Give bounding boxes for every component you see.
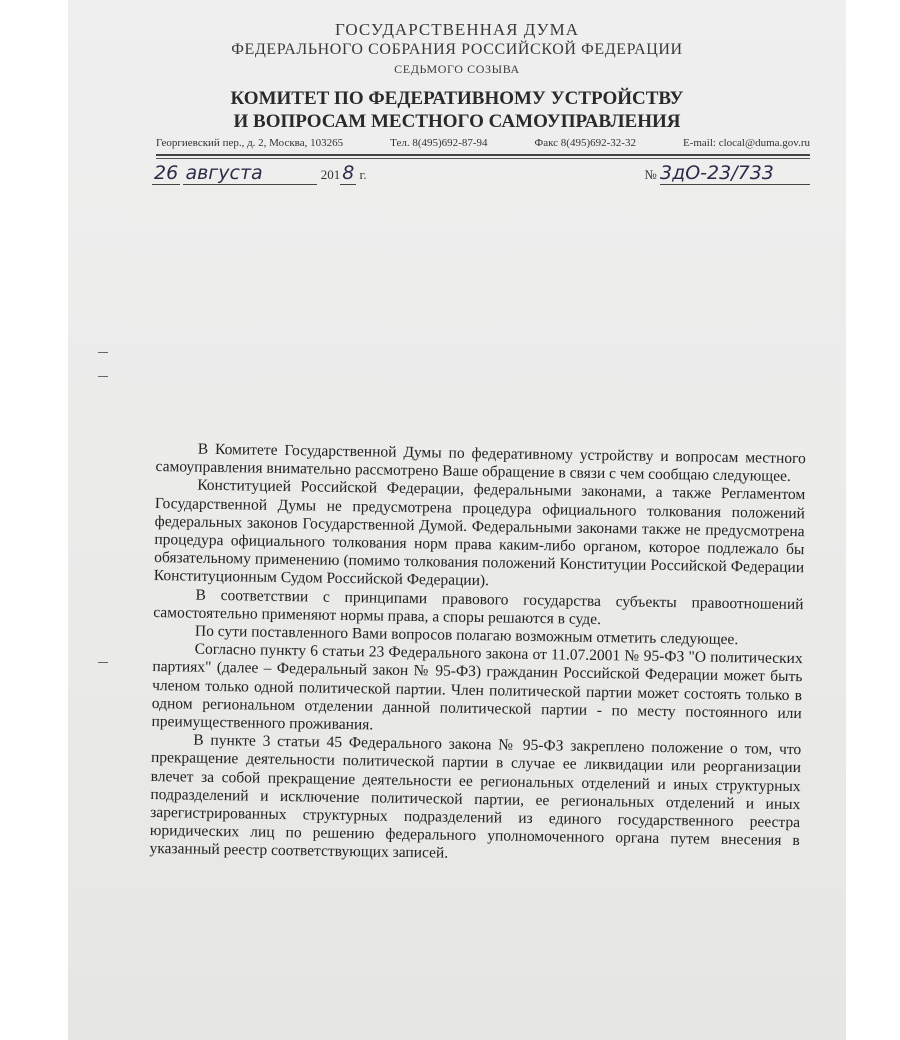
paragraph-3: В соответствии с принципами правового государства субъекты правоотношений самостоятельно применяют нормы права, а споры решаются в суде. [153,586,804,628]
margin-mark [98,352,108,353]
date-year-prefix: 201 [320,167,341,182]
header-divider [156,154,810,156]
reference-number [644,162,810,185]
contact-line [156,137,810,149]
committee-title-line2: И ВОПРОСАМ МЕСТНОГО САМОУПРАВЛЕНИЯ [233,111,681,132]
number-value: 3дО-23/733 [660,162,810,185]
document-page [68,0,846,1040]
contact-phone: Тел. 8(495)692-87-94 [390,137,488,149]
committee-title-line1: КОМИТЕТ ПО ФЕДЕРАТИВНОМУ УСТРОЙСТВУ [230,88,684,109]
paragraph-4: По сути поставленного Вами вопросов полагаю возможным отметить следующее. [194,622,739,649]
paragraph-6: В пункте 3 статьи 45 Федерального закона № 95-ФЗ закреплено положение о том, что прекращение деятельности политической партии в случае ее ликвидации или реорганизации влечет за собой прекращение деятельности ее региональных отделений и иных структурных подразделений и исключение политической партии, ее региональных отделений и иных зарегистрированных структурных подразделений из единого государственного реестра юридических лиц по решению федерального уполномоченного органа путем внесения в указанный реестр соответствующих записей. [149,731,802,863]
header-duma: ГОСУДАРСТВЕННАЯ ДУМА [335,20,579,39]
header-convocation: СЕДЬМОГО СОЗЫВА [394,62,520,76]
contact-fax: Факс 8(495)692-32-32 [534,137,636,149]
letter-body [149,440,805,869]
date-day: 26 [154,162,179,184]
header-divider-thin [156,158,810,159]
number-label: № [644,167,657,182]
date-month: августа [183,162,317,185]
margin-mark [98,376,108,377]
contact-address: Георгиевский пер., д. 2, Москва, 103265 [156,137,344,149]
contact-email: E-mail: clocal@duma.gov.ru [682,137,810,149]
date-year-digit: 8 [342,162,355,184]
paragraph-1: В Комитете Государственной Думы по федеративному устройству и вопросам местного самоуправления внимательно рассмотрено Ваше обращение в связи с чем сообщаю следующее. [155,440,806,486]
date-suffix: г. [359,167,367,182]
paragraph-5: Согласно пункту 6 статьи 23 Федерального закона от 11.07.2001 № 95-ФЗ "О политических партиях" (далее – Федеральный закон № 95-ФЗ) гражданин Российской Федерации может быть членом только одной политической партии. Член политической партии может состоять только в одном региональном отделении данной политической партии - по месту постоянного или преимущественного проживания. [151,640,803,734]
date-line [152,162,367,185]
paragraph-2: Конституцией Российской Федерации, федеральными законами, а также Регламентом Государственной Думы не предусмотрена процедура официального толкования положений федеральных законов Государственной Думой. Федеральными законами также не предусмотрена процедура официального толкования норм права каким-либо органом, которое подлежало бы обязательному применению (помимо толкования положений Конституции Российской Федерации Конституционным Судом Российской Федерации). [153,477,806,590]
header-federal-assembly: ФЕДЕРАЛЬНОГО СОБРАНИЯ РОССИЙСКОЙ ФЕДЕРАЦИИ [231,41,683,58]
margin-mark [98,662,108,663]
